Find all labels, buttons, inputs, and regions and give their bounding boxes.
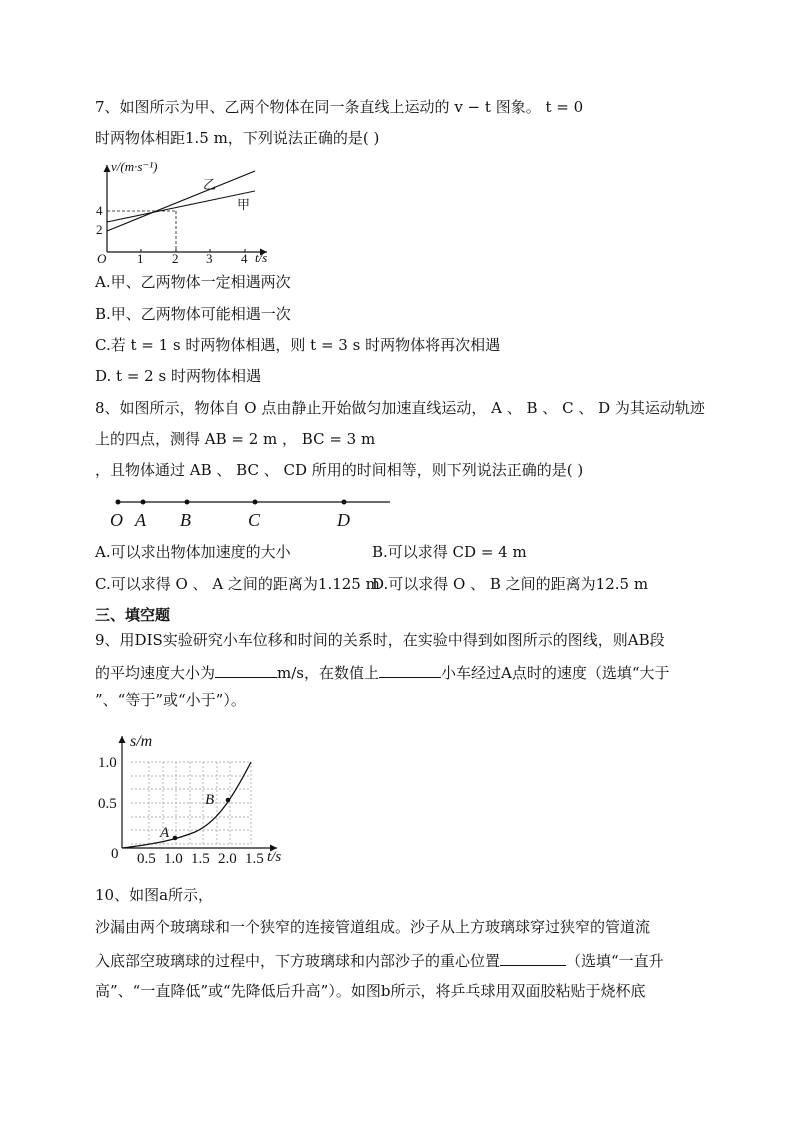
q9-xtick-label-3: 1.5 — [191, 851, 210, 867]
q7-option-d: D. t = 2 s 时两物体相遇 — [95, 367, 261, 385]
q8-option-d: D.可以求得 O 、 B 之间的距离为12.5 m — [372, 575, 649, 593]
q10-line2: 沙漏由两个玻璃球和一个狭窄的连接管道组成。沙子从上方玻璃球穿过狭窄的管道流 — [95, 918, 651, 936]
q8-label-a: A — [135, 510, 146, 530]
q7-xlabel: t/s — [255, 250, 268, 265]
q10-blank-center[interactable] — [500, 949, 566, 966]
q9-st-curve — [122, 762, 251, 848]
q9-xtick-label-4: 2.0 — [218, 851, 237, 867]
q7-series-yi — [107, 171, 255, 231]
q9-line3: ”、“等于”或“小于”）。 — [95, 691, 246, 709]
q9-xtick-label-1: 0.5 — [137, 851, 156, 867]
q8-stem-line1: 8、如图所示，物体自 O 点由静止开始做匀加速直线运动， A 、 B 、 C 、 D 为其运动轨迹 — [95, 399, 705, 417]
q7-xtick-label-1: 1 — [137, 251, 144, 266]
q7-ylabel: v/(m·s⁻¹) — [111, 159, 158, 174]
q10-line4: 高”、“一直降低”或“先降低后升高”）。如图b所示，将乒乓球用双面胶粘贴于烧杯底 — [95, 982, 646, 1000]
q10-line3 — [95, 949, 664, 971]
q8-point-c — [253, 500, 258, 505]
q7-label-yi: 乙 — [203, 177, 217, 192]
q8-point-a — [141, 500, 146, 505]
q9-xlabel: t/s — [267, 849, 282, 865]
q7-label-jia: 甲 — [237, 197, 251, 212]
q8-stem-line2: 上的四点，测得 AB = 2 m ， BC = 3 m — [95, 430, 376, 448]
q8-option-c: C.可以求得 O 、 A 之间的距离为1.125 m — [95, 575, 380, 593]
q9-label-b: B — [205, 792, 215, 808]
q9-ytick-1: 1.0 — [98, 755, 117, 771]
q9-st-graph — [95, 728, 295, 870]
q9-line2c: 小车经过A点时的速度（选填“大于 — [441, 664, 670, 682]
q8-label-b: B — [180, 510, 191, 530]
q9-ylabel: s/m — [130, 733, 153, 750]
q9-xtick-label-2: 1.0 — [164, 851, 183, 867]
q7-origin: O — [97, 251, 107, 266]
q10-line1: 10、如图a所示， — [95, 886, 214, 904]
q7-option-c: C.若 t = 1 s 时两物体相遇，则 t = 3 s 时两物体将再次相遇 — [95, 336, 501, 354]
q9-blank-speed[interactable] — [215, 661, 277, 678]
q7-series-jia — [107, 191, 255, 222]
q7-stem-line2: 时两物体相距1.5 m，下列说法正确的是( ) — [95, 129, 380, 147]
q9-line2b: m/s，在数值上 — [277, 664, 379, 682]
q8-point-b — [185, 500, 190, 505]
q9-point-a-marker — [173, 836, 178, 841]
q9-ytick-05: 0.5 — [98, 796, 117, 812]
q8-label-c: C — [248, 510, 261, 530]
q8-track-diagram — [100, 490, 400, 532]
q8-option-a: A.可以求出物体加速度的大小 — [95, 543, 291, 561]
q7-xtick-label-4: 4 — [241, 251, 248, 266]
section-heading: 三、填空题 — [95, 606, 171, 624]
q8-stem-line3: ，且物体通过 AB 、 BC 、 CD 所用的时间相等，则下列说法正确的是( ) — [95, 461, 584, 479]
q7-stem-line1: 7、如图所示为甲、乙两个物体在同一条直线上运动的 v − t 图象。 t = 0 — [95, 98, 584, 116]
q7-xtick-label-3: 3 — [206, 251, 213, 266]
q8-label-o: O — [110, 510, 123, 530]
q9-point-b-marker — [226, 798, 231, 803]
q9-line2 — [95, 661, 670, 683]
q8-point-d — [342, 500, 347, 505]
q9-line1: 9、用DIS实验研究小车位移和时间的关系时，在实验中得到如图所示的图线，则AB段 — [95, 631, 665, 649]
q9-line2a: 的平均速度大小为 — [95, 664, 216, 682]
q9-xtick-label-5: 1.5 — [245, 851, 264, 867]
q7-ytick-2: 2 — [96, 222, 103, 237]
q10-line3a: 入底部空玻璃球的过程中，下方玻璃球和内部沙子的重心位置 — [95, 952, 501, 970]
q9-label-a: A — [160, 825, 170, 841]
q9-origin: 0 — [111, 846, 119, 862]
q7-option-b: B.甲、乙两物体可能相遇一次 — [95, 305, 291, 323]
q7-xtick-label-2: 2 — [172, 251, 179, 266]
q10-line3b: （选填“一直升 — [566, 952, 664, 970]
q7-vt-graph — [95, 155, 285, 267]
q8-point-o — [116, 500, 121, 505]
q8-label-d: D — [337, 510, 350, 530]
q9-blank-compare[interactable] — [379, 661, 441, 678]
q7-ytick-4: 4 — [96, 203, 103, 218]
q8-option-b: B.可以求得 CD = 4 m — [372, 543, 527, 561]
q7-option-a: A.甲、乙两物体一定相遇两次 — [95, 273, 291, 291]
